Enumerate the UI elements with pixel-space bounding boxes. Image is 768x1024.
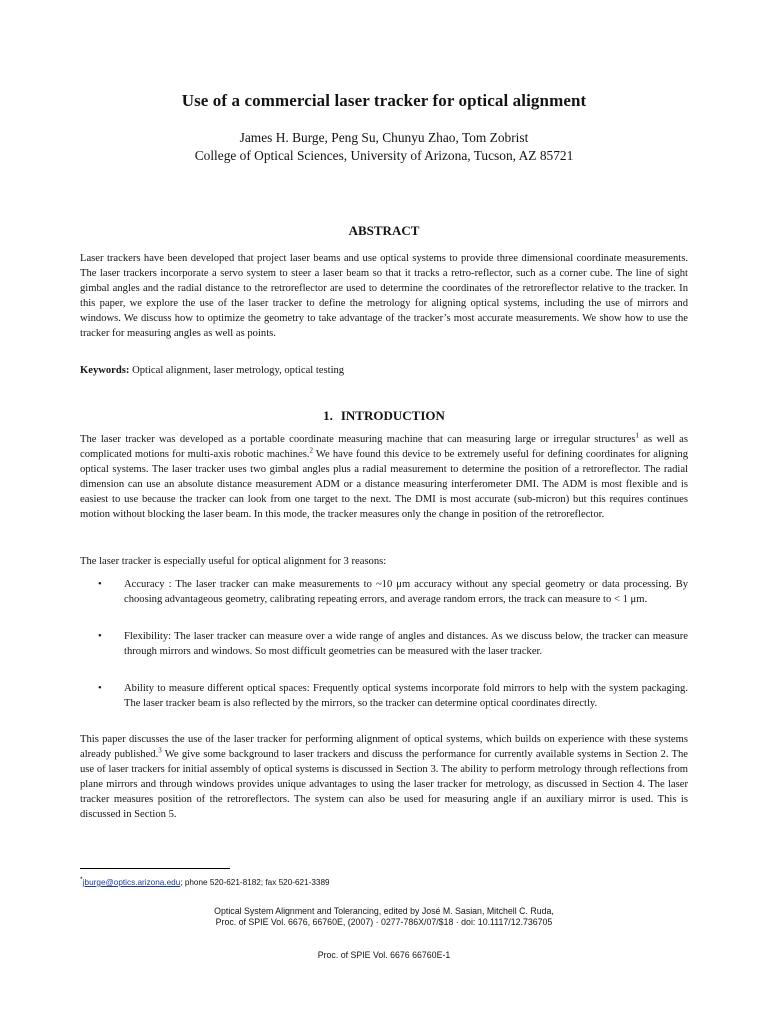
journal-citation-line-2: Proc. of SPIE Vol. 6676, 66760E, (2007) · 0277-786X/07/$18 · doi: 10.1117/12.736705 [215,917,553,927]
email-link[interactable]: jburge@optics.arizona.edu [82,878,181,887]
keywords-line [80,363,688,378]
intro-p3-part-b: We give some background to laser trackers and discuss the performance for currently available systems in Section 2. The use of laser trackers for initial assembly of optical systems is discussed in Section 3. The ability to perform metrology through reflections from plane mirrors and through windows provides unique advantages to using the laser tracker for metrology, as discussed in Section 4. The laser tracker measures position of the retroreflectors. The system can also be used for measuring angle if an auxiliary mirror is used. This is discussed in Section 5. [80,748,688,820]
bullet-text: Ability to measure different optical spaces: Frequently optical systems incorporate fold mirrors to help with the system packaging. The laser tracker beam is also reflected by the mirrors, so the tracker can determine optical coordinates directly. [124,683,688,709]
section-number: 1. [323,408,333,423]
intro-p1-part-b: as well as complicated motions for multi-axis robotic machines. [80,434,688,460]
abstract-text: Laser trackers have been developed that project laser beams and use optical systems to provide three dimensional coordinate measurements. The laser trackers incorporate a servo system to steer a laser beam so that it tracks a retro-reflector, such as a corner cube. The line of sight gimbal angles and the radial distance to the retroreflector are used to determine the coordinates of the retroreflector relative to the tracker. In this paper, we explore the use of the laser tracker to define the metrology for aligning optical systems, including the use of mirrors and windows. We discuss how to optimize the geometry to take advantage of the tracker’s most accurate measurements. We show how to use the tracker for measuring angles as well as points. [80,253,688,339]
reference-marker: 2 [309,446,313,455]
intro-paragraph-2: The laser tracker is especially useful for optical alignment for 3 reasons: [80,556,387,567]
footnote [80,878,680,887]
reference-marker: 3 [158,746,162,755]
bullet-icon: • [98,631,102,642]
keywords-label: Keywords: [80,365,130,376]
journal-citation-line-1: Optical System Alignment and Tolerancing, edited by José M. Sasian, Mitchell C. Ruda, [214,906,554,916]
keywords-value: Optical alignment, laser metrology, optical testing [132,365,345,376]
intro-p1-part-c: We have found this device to be extremely useful for defining coordinates for aligning optical systems. The laser tracker uses two gimbal angles plus a radial measurement to determine the position of a retroreflector. The radial dimension can use an absolute distance measurement ADM or a distance measuring interferometer DMI. The ADM is most flexible and is easiest to use because the tracker can look from one target to the next. The DMI is most accurate (sub-micron) but this requires continues motion without blocking the laser beam. In this mode, the tracker measures only the change in position of the retroreflector. [80,448,689,520]
section-heading-introduction [0,408,768,424]
intro-p3-part-a: This paper discusses the use of the laser tracker for performing alignment of optical systems, which builds on experience with these systems already published. [80,734,688,760]
reference-marker: 1 [635,431,639,440]
bullet-text: Flexibility: The laser tracker can measure over a wide range of angles and distances. As we discuss below, the tracker can measure through mirrors and windows. So most difficult geometries can be measured with the laser tracker. [124,631,688,657]
intro-paragraph-1 [80,433,688,522]
bullet-icon: • [98,683,102,694]
affiliation: College of Optical Sciences, University of Arizona, Tucson, AZ 85721 [194,148,574,163]
bullet-text: Accuracy : The laser tracker can make measurements to ~10 μm accuracy without any special geometry or data processing. By choosing advantageous geometry, calibrating repeating errors, and average random errors, the track can measure to < 1 μm. [124,579,688,605]
intro-p1-part-a: The laser tracker was developed as a portable coordinate measuring machine that can measuring large or irregular structures [80,434,636,445]
footnote-divider [80,868,230,869]
bullet-icon: • [98,579,102,590]
abstract-heading: ABSTRACT [348,223,420,238]
author-list: James H. Burge, Peng Su, Chunyu Zhao, Tom Zobrist [239,130,529,145]
section-title: INTRODUCTION [340,408,445,423]
footnote-marker: * [80,876,83,884]
intro-paragraph-3 [80,733,688,822]
page-footer: Proc. of SPIE Vol. 6676 66760E-1 [317,950,451,960]
paper-title: Use of a commercial laser tracker for optical alignment [181,91,587,110]
contact-info: ; phone 520-621-8182; fax 520-621-3389 [180,878,330,887]
